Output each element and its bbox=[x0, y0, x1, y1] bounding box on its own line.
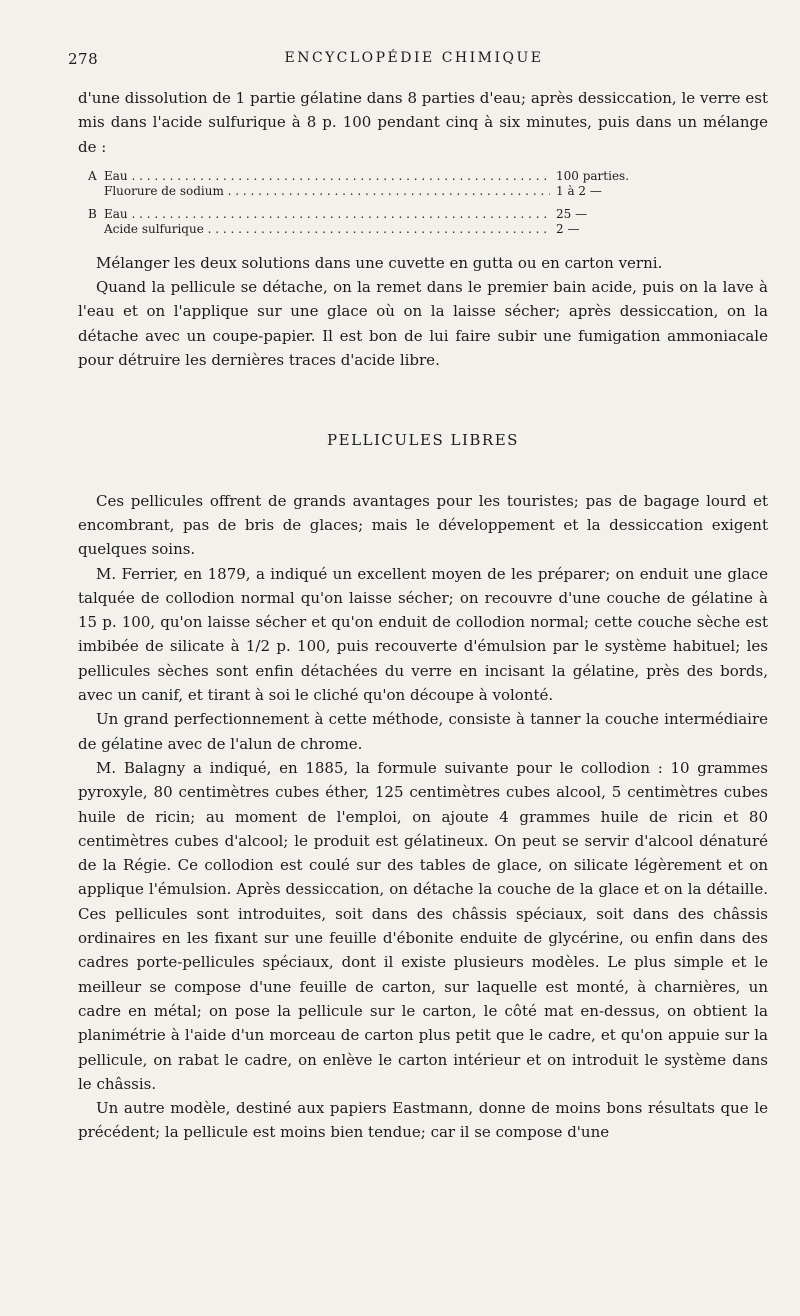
body-paragraph: Quand la pellicule se détache, on la remet dans le premier bain acide, puis on la lave à l'eau et on l'applique sur une glace où on la laisse sécher; après dessiccation, on la détache avec un coupe-papier. Il est bon de lui faire subir une fumigation ammoniacale pour détruire les dernières traces d'acide libre. bbox=[78, 278, 768, 370]
ingredient-quantity: 100 parties. bbox=[556, 168, 630, 183]
page-body bbox=[78, 86, 768, 1145]
formula-row bbox=[78, 184, 768, 199]
body-paragraph: Un grand perfectionnement à cette méthode, consiste à tanner la couche intermédiaire de gélatine avec de l'alun de chrome. bbox=[78, 710, 768, 753]
formula-row bbox=[78, 222, 768, 237]
ingredient-name: Acide sulfurique . . . bbox=[104, 222, 550, 237]
formula-row bbox=[78, 207, 768, 222]
body-paragraph: Mélanger les deux solutions dans une cuvette en gutta ou en carton verni. bbox=[96, 253, 663, 272]
ingredient-name: Fluorure de sodium . . . bbox=[104, 184, 550, 199]
ingredient-quantity: 1 à 2 — bbox=[556, 183, 602, 198]
running-title: ENCYCLOPÉDIE CHIMIQUE bbox=[284, 50, 544, 66]
formula-row bbox=[78, 169, 768, 184]
body-paragraph: Un autre modèle, destiné aux papiers Eastmann, donne de moins bons résultats que le précédent; la pellicule est moins bien tendue; car il se compose d'une bbox=[78, 1099, 768, 1142]
formula-group-b bbox=[78, 207, 768, 237]
intro-paragraph: d'une dissolution de 1 partie gélatine dans 8 parties d'eau; après dessiccation, le verre est mis dans l'acide sulfurique à 8 p. 100 pendant cinq à six minutes, puis dans un mélange de : bbox=[78, 89, 768, 156]
group-letter: B bbox=[88, 206, 97, 221]
section-heading: PELLICULES LIBRES bbox=[327, 431, 519, 450]
ingredient-quantity: 25 — bbox=[556, 206, 588, 221]
body-paragraph: Ces pellicules offrent de grands avantages pour les touristes; pas de bagage lourd et encombrant, pas de bris de glaces; mais le développement et la dessiccation exigent quelques soins. bbox=[78, 491, 768, 559]
ingredient-name: Eau . . . bbox=[104, 207, 550, 222]
body-paragraph: M. Balagny a indiqué, en 1885, la formule suivante pour le collodion : 10 grammes pyroxyle, 80 centimètres cubes éther, 125 centimètres cubes alcool, 5 centimètres cubes huile de ricin; au moment de l'emploi, on ajoute 4 grammes huile de ricin et 80 centimètres cubes d'alcool; le produit est gélatineux. On peut se servir d'alcool dénaturé de la Régie. Ce collodion est coulé sur des tables de glace, on silicate légèrement et on applique l'émulsion. Après dessiccation, on détache la couche de la glace et on la détaille. Ces pellicules sont introduites, soit dans des châssis spéciaux, soit dans des châssis ordinaires en les fixant sur une feuille d'ébonite enduite de glycérine, ou enfin dans des cadres porte-pellicules spéciaux, dont il existe plusieurs modèles. Le plus simple et le meilleur se compose d'une feuille de carton, sur laquelle est monté, à charnières, un cadre en métal; on pose la pellicule sur le carton, le côté mat en-dessus, on obtient la planimétrie à l'aide d'un morceau de carton plus petit que le cadre, et qu'on appuie sur la pellicule, on rabat le cadre, on enlève le carton intérieur et on introduit le système dans le châssis. bbox=[78, 758, 768, 1093]
formula-table bbox=[78, 169, 768, 237]
ingredient-quantity: 2 — bbox=[556, 221, 580, 236]
page-header bbox=[68, 50, 760, 76]
formula-group-a bbox=[78, 169, 768, 199]
page-number: 278 bbox=[68, 50, 99, 68]
body-paragraph: M. Ferrier, en 1879, a indiqué un excellent moyen de les préparer; on enduit une glace talquée de collodion normal qu'on laisse sécher; on recouvre d'une couche de gélatine à 15 p. 100, qu'on laisse sécher et qu'on enduit de collodion normal; cette couche sèche est imbibée de silicate à 1/2 p. 100, puis recouverte d'émulsion par le système habituel; les pellicules sèches sont enfin détachées du verre en incisant la gélatine, près des bords, avec un canif, et tirant à soi le cliché qu'on découpe à volonté. bbox=[78, 564, 768, 705]
ingredient-name: Eau . . . bbox=[104, 169, 550, 184]
group-letter: A bbox=[88, 168, 97, 183]
